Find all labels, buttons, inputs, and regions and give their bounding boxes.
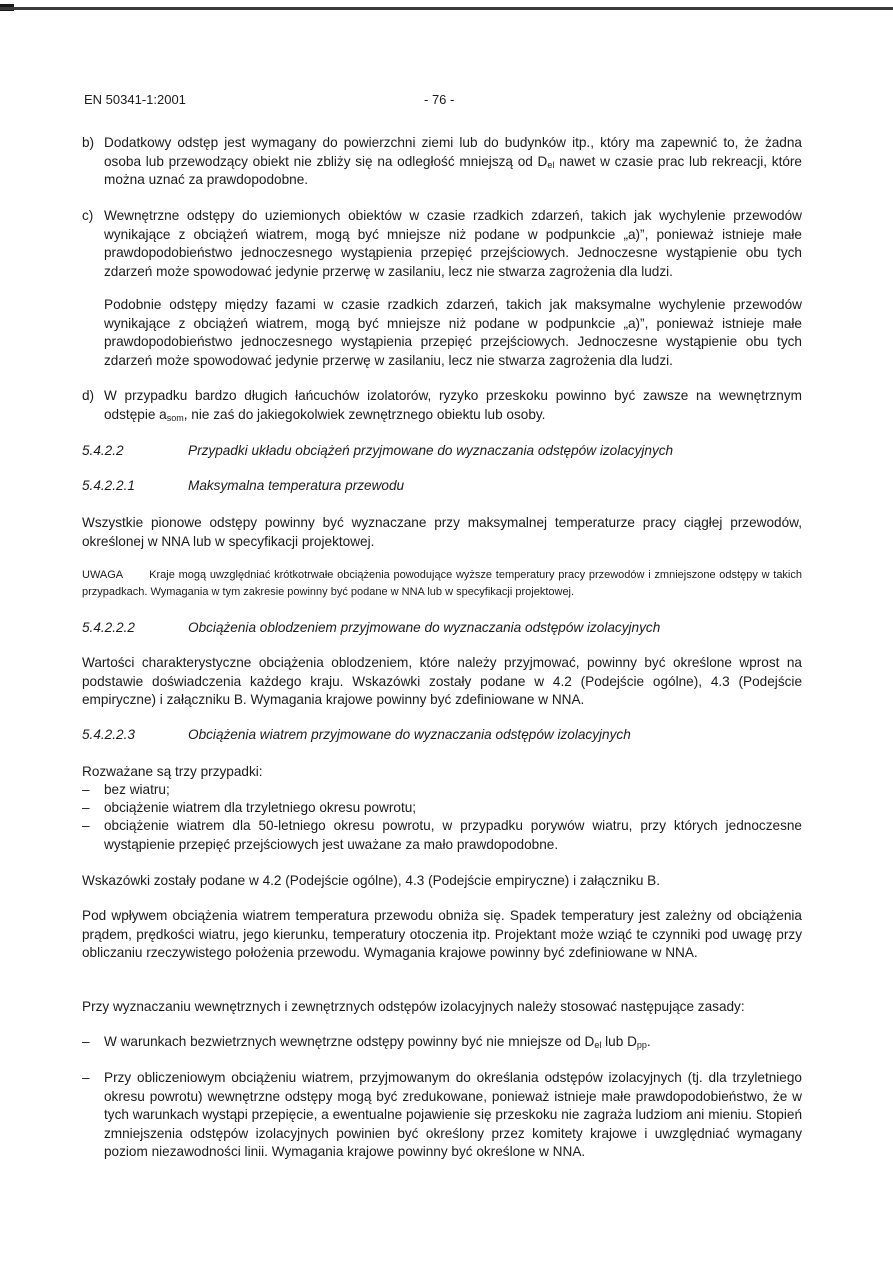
list-item-text: Przy obliczeniowym obciążeniu wiatrem, przyjmowanym do określania odstępów izolacyjnych (tj. dla trzyletniego okresu powrotu) wewnętrzne odstępy mogą być zredukowane, ponieważ istnieje małe prawdopodobieństwo, że w tych warunkach wystąpi przepięcie, a ewentualne pojawienie się przeskoku nie zagraża ludziom ani mieniu. Stopień zmniejszenia odstępów izolacyjnych powinien być określony przez komitety krajowe i uwzględniać wymagany poziom niezawodności linii. Wymagania krajowe powinny być określone w NNA. <box>104 1070 802 1160</box>
item-label: c) <box>82 208 94 223</box>
list-item-text: bez wiatru; <box>104 782 170 797</box>
note-uwaga <box>82 567 802 601</box>
section-number: 5.4.2.2.3 <box>82 727 135 742</box>
list-item-text: obciążenie wiatrem dla trzyletniego okresu powrotu; <box>104 800 417 815</box>
paragraph-cases-intro: Rozważane są trzy przypadki: <box>82 764 263 779</box>
section-title: Obciążenia wiatrem przyjmowane do wyznaczania odstępów izolacyjnych <box>188 727 631 742</box>
bullet-dash: – <box>82 1070 90 1085</box>
item-text: Dodatkowy odstęp jest wymagany do powierzchni ziemi lub do budynków itp., który ma zapewnić to, że żadna osoba lub przewodzący obiekt nie zbliży się na odległość mniejszą od $D_{el}$ nawet w czasie prac lub rekreacji, które można uznać za prawdopodobne. <box>104 135 802 188</box>
list-item-text: W warunkach bezwietrznych wewnętrzne odstępy powinny być nie mniejsze od $D_{el}$ lub $D_{pp}$. <box>104 1034 651 1050</box>
item-text: Wewnętrzne odstępy do uziemionych obiektów w czasie rzadkich zdarzeń, takich jak wychylenie przewodów wynikające z obciążeń wiatrem, mogą być mniejsze niż podane w podpunkcie „a)”, ponieważ istnieje małe prawdopodobieństwo jednoczesnego wystąpienia przepięć przejściowych. Jednoczesne wystąpienie obu tych zdarzeń może spowodować jedynie przerwę w zasilaniu, lecz nie stwarza zagrożenia dla ludzi. <box>104 208 802 279</box>
document-id: EN 50341-1:2001 <box>84 92 186 107</box>
section-title: Maksymalna temperatura przewodu <box>188 478 405 493</box>
item-text: Podobnie odstępy między fazami w czasie rzadkich zdarzeń, takich jak maksymalne wychylenie przewodów wynikające z obciążeń wiatrem, mogą być mniejsze niż podane w podpunkcie „a)”, ponieważ istnieje małe prawdopodobieństwo jednoczesnego wystąpienia przepięć przejściowych. Jednoczesne wystąpienie obu tych zdarzeń może spowodować jedynie przerwę w zasilaniu, lecz nie stwarza zagrożenia dla ludzi. <box>104 297 802 368</box>
item-label: d) <box>82 388 95 403</box>
item-label: b) <box>82 135 95 150</box>
paragraph-max-temperature: Wszystkie pionowe odstępy powinny być wyznaczane przy maksymalnej temperaturze pracy ciągłej przewodów, określonej w NNA lub w specyfikacji projektowej. <box>82 515 802 549</box>
paragraph-rules-intro: Przy wyznaczaniu wewnętrznych i zewnętrznych odstępów izolacyjnych należy stosować następujące zasady: <box>82 999 745 1014</box>
scan-top-border <box>0 7 893 10</box>
section-number: 5.4.2.2.1 <box>82 478 135 493</box>
section-number: 5.4.2.2 <box>82 443 124 458</box>
bullet-dash: – <box>82 800 90 815</box>
list-item-text: obciążenie wiatrem dla 50-letniego okresu powrotu, w przypadku porywów wiatru, przy których jednoczesne wystąpienie przepięć przejściowych jest uważane za mało prawdopodobne. <box>104 818 802 852</box>
section-title: Przypadki układu obciążeń przyjmowane do wyznaczania odstępów izolacyjnych <box>188 443 674 458</box>
bullet-dash: – <box>82 782 90 797</box>
note-text: Kraje mogą uwzględniać krótkotrwałe obciążenia powodujące wyższe temperatury pracy przewodów i zmniejszone odstępy w takich przypadkach. Wymagania w tym zakresie powinny być podane w NNA lub w specyfikacji projektowej. <box>82 569 802 598</box>
section-number: 5.4.2.2.2 <box>82 620 135 635</box>
paragraph-temperature-drop: Pod wpływem obciążenia wiatrem temperatura przewodu obniża się. Spadek temperatury jest zależny od obciążenia prądem, prędkości wiatru, jego kierunku, temperatury otoczenia itp. Projektant może wziąć te czynniki pod uwagę przy obliczaniu rzeczywistego położenia przewodu. Wymagania krajowe powinny być zdefiniowane w NNA. <box>82 908 802 961</box>
bullet-dash: – <box>82 818 90 833</box>
paragraph-ice-loads: Wartości charakterystyczne obciążenia oblodzeniem, które należy przyjmować, powinny być określone wprost na podstawie doświadczenia każdego kraju. Wskazówki zostały podane w 4.2 (Podejście ogólne), 4.3 (Podejście empiryczne) i załączniku B. Wymagania krajowe powinny być zdefiniowane w NNA. <box>82 655 802 708</box>
section-title: Obciążenia oblodzeniem przyjmowane do wyznaczania odstępów izolacyjnych <box>188 620 661 635</box>
note-label: UWAGA <box>82 569 124 581</box>
paragraph-hints: Wskazówki zostały podane w 4.2 (Podejście ogólne), 4.3 (Podejście empiryczne) i załączniku B. <box>82 873 660 888</box>
item-text: W przypadku bardzo długich łańcuchów izolatorów, ryzyko przeskoku powinno być zawsze na wewnętrznym odstępie $a_{som}$, nie zaś do jakiegokolwiek zewnętrznego obiektu lub osoby. <box>104 388 802 423</box>
bullet-dash: – <box>82 1034 90 1049</box>
page-number: - 76 - <box>424 92 455 107</box>
